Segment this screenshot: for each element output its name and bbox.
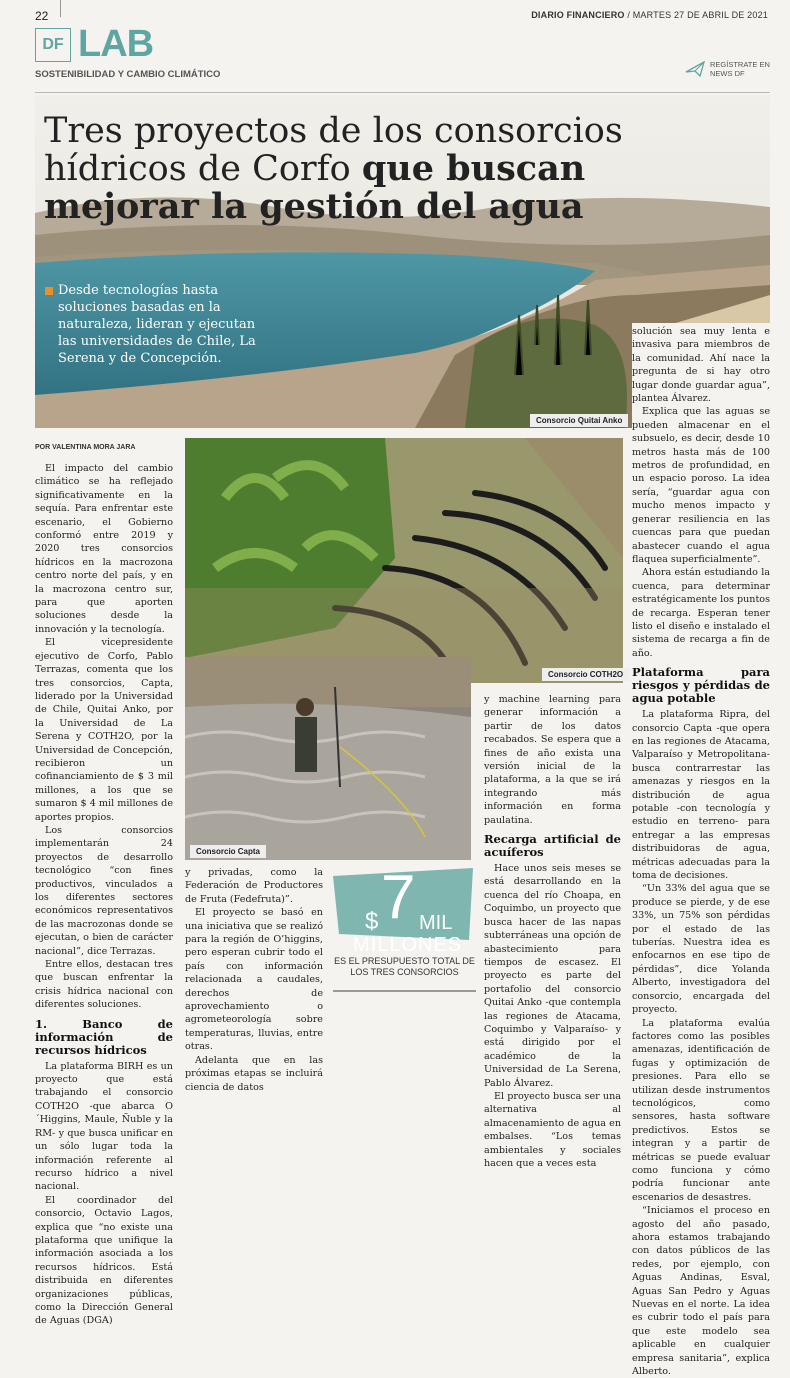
paragraph: El proyecto se basó en una iniciativa que se realizó para la región de O’higgins, pero esperan cubrir todo el país con información relacionada a caudales, derechos de aprovechamiento o agrometeorología sobre temperaturas, lluvias, entre otras. — [185, 907, 323, 1053]
stat-number: 7 — [381, 863, 416, 932]
paragraph: Adelanta que en las próximas etapas se incluirá ciencia de datos — [185, 1054, 323, 1093]
header-divider — [60, 0, 61, 17]
headline — [44, 112, 744, 226]
paragraph: El proyecto busca ser una alternativa al almacenamiento de agua en embalses. “Los temas ambientales y sociales hacen que a veces esta — [484, 1090, 621, 1169]
article-column-1 — [35, 462, 173, 1328]
paragraph: El vicepresidente ejecutivo de Corfo, Pablo Terrazas, comenta que los tres consorcios, Capta, liderado por la Universidad de Chile, Quitai Anko, por la Universidad de La Serena y COTH2O, por la Universidad de Concepción, recibieron un cofinanciamiento de $ 3 mil millones, a los que se sumaron $ 4 mil millones de aportes propios. — [35, 637, 173, 823]
issue-date: / MARTES 27 DE ABRIL DE 2021 — [627, 10, 768, 20]
section-label: SOSTENIBILIDAD Y CAMBIO CLIMÁTICO — [35, 69, 221, 80]
paragraph: La plataforma BIRH es un proyecto que está trabajando el consorcio COTH2O -que abarca O´Higgins, Maule, Ñuble y la RM- y que busca unificar en un sólo lugar toda la información referente al recurso hídrico a nivel nacional. — [35, 1060, 173, 1193]
paragraph: y privadas, como la Federación de Productores de Fruta (Fedefruta)”. — [185, 867, 323, 905]
stat-caption: ES EL PRESUPUESTO TOTAL DE LOS TRES CONSORCIOS — [334, 956, 475, 977]
paragraph: “Iniciamos el proceso en agosto del año pasado, ahora estamos trabajando con datos públicos de las redes, por ejemplo, con Aguas Andinas, Esval, Aguas San Pedro y Aguas Nuevas en el norte. La idea es cubrir todo el país para que este modelo sea aplicable en cualquier empresa sanitaria”, explica Alberto. — [632, 1205, 770, 1378]
river-measurement-photo — [185, 657, 471, 860]
subheading-plataforma: Plataforma para riesgos y pérdidas de agua potable — [632, 665, 770, 706]
stat-unit2: MILLONES — [353, 934, 463, 956]
paragraph: La plataforma Ripra, del consorcio Capta -que opera en las regiones de Atacama, Valparaíso y Metropolitana- busca contrarrestar las amenazas y riesgos en la distribución de agua potable -con tecnología y estudio en terreno- para entregar a las empresas distribuidoras de agua, métricas adecuadas para la toma de decisiones. — [632, 709, 770, 882]
paragraph: Hace unos seis meses se está desarrollando en la cuenca del río Choapa, en Coquimbo, un proyecto que busca hacer de las napas subterráneas una opción de abastecimiento para tiempos de escasez. El proyecto es parte del portafolio del consorcio Quitai Anko -que contempla las regiones de Atacama, Coquimbo y Valparaíso- y está dirigido por el académico de la Universidad de La Serena, Pablo Álvarez. — [484, 863, 621, 1089]
caption-hero: Consorcio Quitai Anko — [530, 414, 628, 427]
stat-currency: $ — [365, 908, 379, 935]
paragraph: y machine learning para generar información a partir de los datos recabados. Se espera que a fines de año exista una versión inicial de la plataforma, a la que se irá integrando más información en forma paulatina. — [484, 694, 621, 826]
newspaper-name: DIARIO FINANCIERO — [531, 10, 625, 20]
lead-text: Desde tecnologías hasta soluciones basadas en la naturaleza, lideran y ejecutan las universidades de Chile, La Serena y de Concepción. — [58, 283, 256, 366]
lead-bullet — [45, 287, 53, 295]
byline: POR VALENTINA MORA JARA — [35, 444, 136, 451]
header-rule — [35, 92, 770, 93]
paragraph: Entre ellos, destacan tres que buscan enfrentar la crisis hídrica nacional con diferentes soluciones. — [35, 959, 173, 1011]
subheading-recarga: Recarga artificial de acuíferos — [484, 832, 621, 860]
register-line2: NEWS DF — [710, 69, 745, 78]
stat-box — [333, 863, 476, 958]
paragraph: Explica que las aguas se pueden almacenar en el subsuelo, es decir, desde 10 metros hasta más de 100 metros de profundidad, en un espacio poroso. La idea sería, “guardar agua con mucho menos impacto y generar resiliencia en las cuencas para que puedan abastecer cuando el agua flaquea superficialmente”. — [632, 406, 770, 565]
article-column-4 — [632, 323, 770, 1378]
newspaper-dateline — [531, 10, 768, 20]
paragraph: El coordinador del consorcio, Octavio Lagos, explica que “no existe una plataforma que unifique la información asociada a los recursos hídricos. Está distribuida en diferentes organizaciones públicas, como la Dirección General de Aguas (DGA) — [35, 1194, 173, 1327]
paragraph: El impacto del cambio climático se ha reflejado significativamente en la sequía. Para enfrentar este escenario, el Gobierno conformó entre 2019 y 2020 tres consorcios hídricos en la macrozona centro norte del país, y en la macrozona centro sur, para que aporten soluciones desde la innovación y la tecnología. — [35, 463, 173, 635]
stat-unit: MIL — [419, 912, 453, 934]
register-line1: REGÍSTRATE EN — [710, 60, 770, 69]
article-column-2 — [185, 866, 323, 1094]
article-column-3 — [484, 693, 621, 1170]
paragraph: “Un 33% del agua que se produce se pierde, y de ese 33%, un 75% son pérdidas por el estado de las tuberías. Nuestra idea es enfocarnos en ese tipo de pérdidas”, dice Yolanda Alberto, investigadora del consorcio, encargada del proyecto. — [632, 883, 770, 1016]
paragraph: solución sea muy lenta e invasiva para miembros de la comunidad. Ahí nace la pregunta de si hay otro lugar donde guardar agua”, plantea Álvarez. — [632, 326, 770, 405]
irrigation-pipes-photo — [185, 438, 623, 683]
paragraph: La plataforma evalúa factores como las posibles amenazas, identificación de fugas y optimización de presiones. Para ello se utilizan desde instrumentos tecnológicos, como sensores, hasta software predictivos. Estos se integran y a partir de métricas se puede evaluar como funciona y cómo podría funcionar ante escenarios de desastres. — [632, 1017, 770, 1203]
caption-capta: Consorcio Capta — [190, 845, 266, 858]
register-link[interactable] — [710, 60, 770, 78]
headline-bold: que buscan mejorar la gestión del agua — [44, 148, 586, 227]
caption-coth: Consorcio COTH2O — [542, 668, 629, 681]
headline-light: Tres proyectos de los consorcios hídricos de Corfo — [44, 111, 623, 189]
lab-logo: LAB — [78, 23, 154, 65]
df-logo: DF — [35, 28, 71, 62]
stat-rule — [333, 990, 476, 992]
newsletter-icon[interactable] — [684, 60, 710, 78]
page-number: 22 — [35, 9, 49, 23]
paragraph: Ahora están estudiando la cuenca, para determinar estratégicamente los puntos de recarga. Esperan tener listo el diseño e instalado el sistema de recarga a fin de año. — [632, 567, 771, 659]
paragraph: Los consorcios implementarán 24 proyectos de desarrollo tecnológico “con fines productivos, vinculados a los diferentes sectores económicos representativos de las macrozonas donde se ejecutan, o bien de carácter nacional”, dice Terrazas. — [35, 824, 173, 957]
subheading-banco: 1. Banco de información de recursos hídricos — [35, 1016, 173, 1057]
